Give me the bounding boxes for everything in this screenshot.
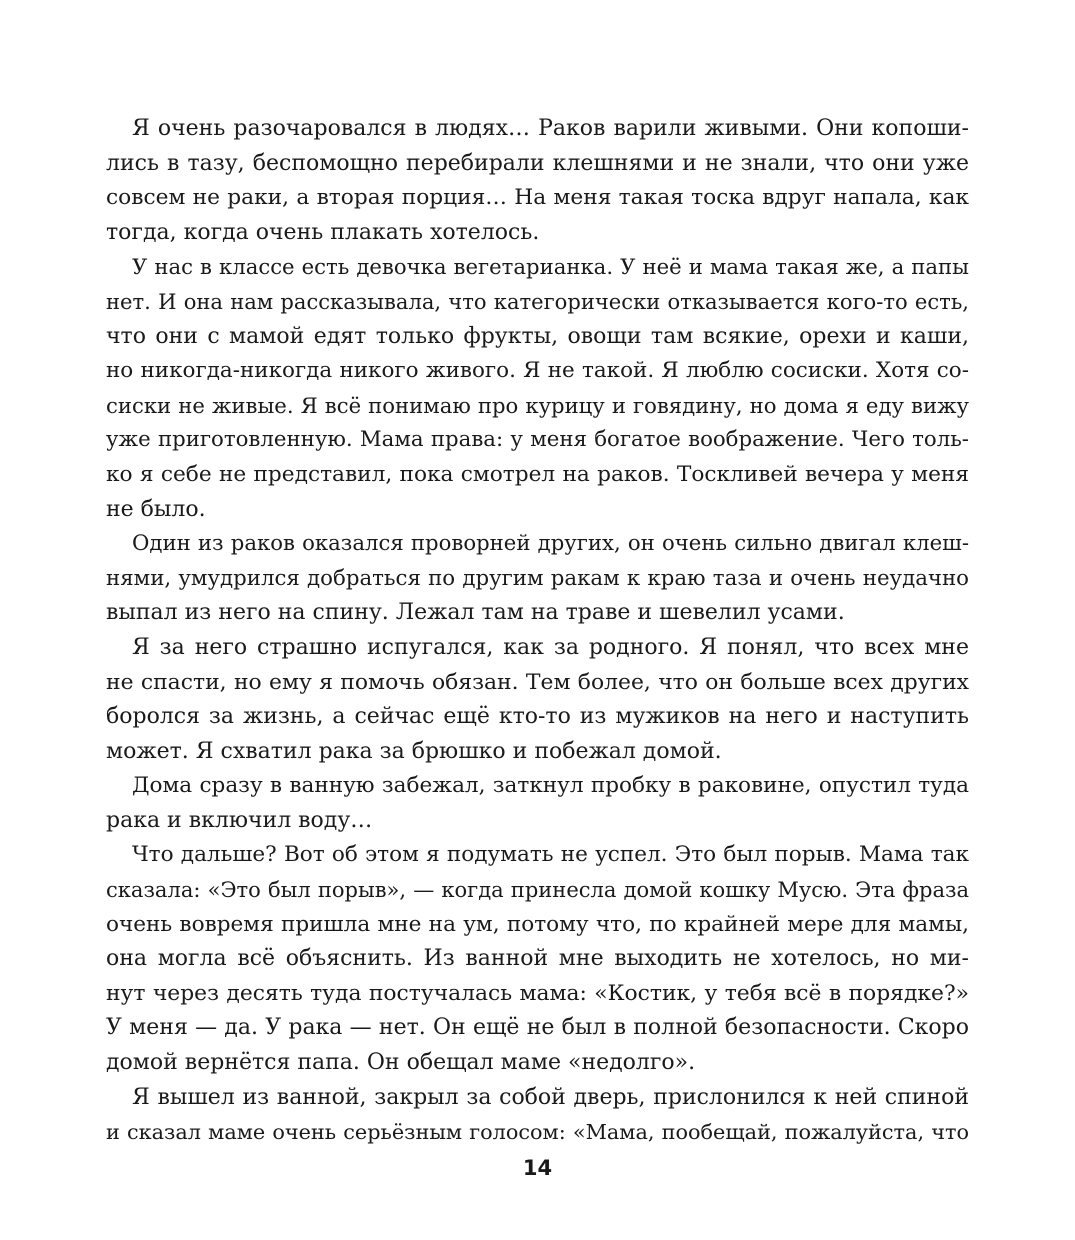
text-line: но никогда-никогда никого живого. Я не такой. Я люблю сосиски. Хотя со- bbox=[106, 358, 969, 384]
text-line: Что дальше? Вот об этом я подумать не успел. Это был порыв. Мама так bbox=[132, 842, 969, 868]
text-line: Дома сразу в ванную забежал, заткнул пробку в раковине, опустил туда bbox=[132, 773, 969, 799]
text-line: не было. bbox=[106, 496, 206, 522]
text-line: выпал из него на спину. Лежал там на траве и шевелил усами. bbox=[106, 600, 845, 626]
text-line: Я вышел из ванной, закрыл за собой дверь, прислонился к ней спиной bbox=[132, 1084, 969, 1110]
text-line: нями, умудрился добраться по другим ракам к краю таза и очень неудачно bbox=[106, 565, 969, 591]
text-line: рака и включил воду… bbox=[106, 807, 373, 833]
text-line: что они с мамой едят только фрукты, овощи там всякие, орехи и каши, bbox=[106, 323, 969, 349]
text-line: она могла всё объяснить. Из ванной мне выходить не хотелось, но ми- bbox=[106, 946, 969, 972]
text-line: лись в тазу, беспомощно перебирали клешнями и не знали, что они уже bbox=[106, 150, 969, 176]
text-line: Я очень разочаровался в людях… Раков варили живыми. Они копоши- bbox=[132, 116, 969, 141]
text-line: совсем не раки, а вторая порция… На меня такая тоска вдруг напала, как bbox=[106, 185, 969, 211]
text-line: тогда, когда очень плакать хотелось. bbox=[106, 219, 540, 245]
body-text bbox=[106, 112, 969, 1150]
text-line: Я за него страшно испугался, как за родного. Я понял, что всех мне bbox=[132, 634, 969, 660]
text-line: не спасти, но ему я помочь обязан. Тем более, что он больше всех других bbox=[106, 669, 969, 695]
text-line: нет. И она нам рассказывала, что категорически отказывается кого-то есть, bbox=[106, 288, 969, 314]
text-line: уже приготовленную. Мама права: у меня богатое воображение. Чего толь- bbox=[106, 427, 969, 453]
text-line: сказала: «Это был порыв», — когда принесла домой кошку Мусю. Эта фраза bbox=[106, 877, 969, 903]
text-line: У нас в классе есть девочка вегетарианка. У неё и мама такая же, а папы bbox=[132, 254, 969, 280]
page-number: 14 bbox=[522, 1156, 553, 1180]
text-line: нут через десять туда постучалась мама: «Костик, у тебя всё в порядке?» bbox=[106, 980, 969, 1006]
text-line: и сказал маме очень серьёзным голосом: «Мама, пообещай, пожалуйста, что bbox=[106, 1120, 969, 1145]
text-line: домой вернётся папа. Он обещал маме «недолго». bbox=[106, 1050, 696, 1076]
text-line: У меня — да. У рака — нет. Он ещё не был в полной безопасности. Скоро bbox=[106, 1015, 969, 1041]
text-line: Один из раков оказался проворней других, он очень сильно двигал клеш- bbox=[132, 531, 969, 557]
text-line: сиски не живые. Я всё понимаю про курицу и говядину, но дома я еду вижу bbox=[106, 392, 969, 418]
text-line: может. Я схватил рака за брюшко и побежал домой. bbox=[106, 738, 722, 764]
text-line: ко я себе не представил, пока смотрел на раков. Тоскливей вечера у меня bbox=[106, 461, 969, 487]
text-line: очень вовремя пришла мне на ум, потому что, по крайней мере для мамы, bbox=[106, 911, 969, 937]
text-line: боролся за жизнь, а сейчас ещё кто-то из мужиков на него и наступить bbox=[106, 704, 969, 730]
